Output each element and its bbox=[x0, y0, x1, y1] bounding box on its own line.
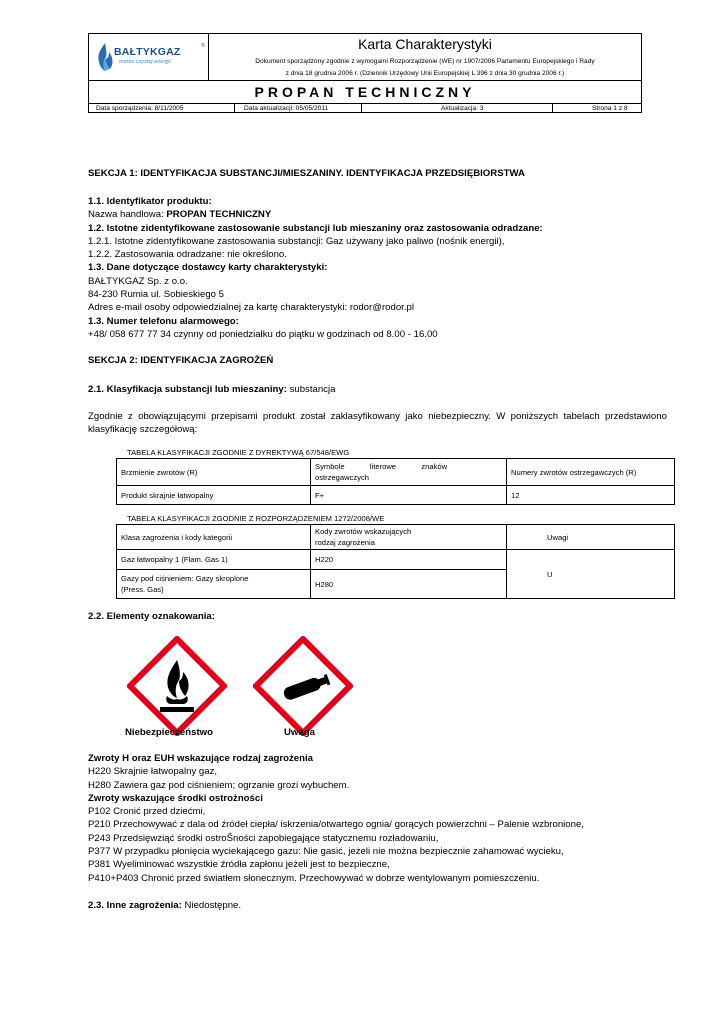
hazard-phrases bbox=[88, 752, 584, 885]
h-phrase: H280 Zawiera gaz pod ciśnieniem; ogrzanie grozi wybuchem. bbox=[88, 779, 350, 791]
classification-value: substancja bbox=[289, 384, 336, 395]
s1-line: 1.2.2. Zastosowania odradzane: nie określono. bbox=[88, 249, 287, 261]
classification-paragraph bbox=[88, 410, 667, 437]
s1-line: 1.1. Identyfikator produktu: bbox=[88, 196, 212, 207]
classification-line bbox=[88, 383, 335, 396]
h-heading: Zwroty H oraz EUH wskazujące rodzaj zagrożenia bbox=[88, 753, 313, 764]
classification-table-2 bbox=[116, 524, 675, 599]
table-cell: U bbox=[507, 550, 675, 599]
table-cell: Klasa zagrożenia i kody kategorii bbox=[117, 525, 311, 550]
gas-cylinder-pictogram-icon bbox=[253, 636, 353, 736]
table-cell: Uwagi bbox=[507, 525, 675, 550]
cell-line: rodzaj zagrożenia bbox=[315, 538, 375, 547]
cell-line: Symbole literowe znaków bbox=[315, 462, 448, 471]
trade-name-line bbox=[88, 208, 543, 221]
page-number: Strona 1 z 8 bbox=[592, 105, 628, 112]
table2-caption: TABELA KLASYFIKACJI ZGODNIE Z ROZPORZĄDZENIEM 1272/2008/WE bbox=[127, 514, 385, 523]
table-cell: F+ bbox=[311, 486, 507, 505]
table-row bbox=[117, 459, 675, 486]
table-cell: H220 bbox=[311, 550, 507, 570]
table-cell bbox=[311, 525, 507, 550]
logo-text: BAŁTYKGAZ bbox=[114, 46, 181, 58]
para-line: Zgodnie z obowiązującymi przepisami produkt został zaklasyfikowany jako niebezpieczny. W poniższych tabelach przedstawiono bbox=[88, 411, 667, 422]
labelling-heading: 2.2. Elementy oznakowania: bbox=[88, 611, 215, 622]
s1-line: Adres e-mail osoby odpowiedzialnej za kartę charakterystyki: rodor@rodor.pl bbox=[88, 302, 414, 314]
cell-line: (Press. Gas) bbox=[121, 585, 164, 594]
revision: Aktualizacja: 3 bbox=[441, 105, 484, 112]
regulation-line-2: z dnia 18 grudnia 2006 r. (Dziennik Urzędowy Unii Europejskiej L 396 z dnia 30 grudnia 2006 r.) bbox=[285, 70, 565, 77]
p-phrase: P210 Przechowywać z dala od źródeł ciepła/ iskrzenia/otwartego ognia/ gorących powierzchni – Palenie wzbronione, bbox=[88, 819, 584, 831]
table-cell: Brzmienie zwrotów (R) bbox=[117, 459, 311, 486]
table-cell: 12 bbox=[507, 486, 675, 505]
section1-heading: SEKCJA 1: IDENTYFIKACJA SUBSTANCJI/MIESZANINY. IDENTYFIKACJA PRZEDSIĘBIORSTWA bbox=[88, 168, 525, 179]
table-cell: Gaz łatwopalny 1 (Flam. Gas 1) bbox=[117, 550, 311, 570]
table-cell: Numery zwrotów ostrzegawczych (R) bbox=[507, 459, 675, 486]
cell-line: Gazy pod ciśnieniem: Gazy skroplone bbox=[121, 574, 249, 583]
s1-line: BAŁTYKGAZ Sp. z o.o. bbox=[88, 275, 188, 287]
pictogram-label-danger: Niebezpieczeństwo bbox=[125, 727, 213, 738]
header-meta-row bbox=[89, 104, 641, 113]
table-cell bbox=[311, 459, 507, 486]
table-cell: Produkt skrajnie łatwopalny bbox=[117, 486, 311, 505]
table-row bbox=[117, 550, 675, 570]
p-phrase: P410+P403 Chronić przed światłem słonecznym. Przechowywać w dobrze wentylowanym pomieszczeniu. bbox=[88, 872, 540, 884]
date-updated: Data aktualizacji: 05/05/2011 bbox=[244, 105, 329, 112]
company-logo bbox=[89, 34, 209, 80]
divider bbox=[552, 104, 553, 113]
section2-heading: SEKCJA 2: IDENTYFIKACJA ZAGROŻEŃ bbox=[88, 355, 274, 366]
classification-label: 2.1. Klasyfikacja substancji lub mieszaniny: bbox=[88, 384, 290, 395]
h-phrase: H220 Skrajnie łatwopalny gaz, bbox=[88, 766, 218, 778]
table-row bbox=[117, 525, 675, 550]
s1-line: 1.2.1. Istotne zidentyfikowane zastosowania substancji: Gaz używany jako paliwo (nośnik energii), bbox=[88, 235, 505, 247]
trade-name-value: PROPAN TECHNICZNY bbox=[166, 209, 272, 221]
para-line: klasyfikację szczegółową: bbox=[88, 424, 198, 436]
other-hazards-line bbox=[88, 899, 241, 912]
other-hazards-label: 2.3. Inne zagrożenia: bbox=[88, 900, 185, 911]
divider bbox=[234, 104, 235, 113]
p-heading: Zwroty wskazujące środki ostrożności bbox=[88, 792, 263, 804]
p-phrase: P102 Cronić przed dziećmi, bbox=[88, 806, 206, 818]
flame-pictogram-icon bbox=[127, 636, 227, 736]
trade-name-label: Nazwa handlowa: bbox=[88, 209, 167, 221]
s1-line: 1.3. Dane dotyczące dostawcy karty charakterystyki: bbox=[88, 262, 328, 274]
cell-line: Kody zwrotów wskazujących bbox=[315, 527, 412, 536]
document-title: Karta Charakterystyki bbox=[358, 36, 492, 52]
logo-tagline: morze czystej energii bbox=[119, 59, 171, 65]
s1-line: 84-230 Rumia ul. Sobieskiego 5 bbox=[88, 289, 224, 301]
p-phrase: P381 Wyeliminować wszystkie źródła zapłonu jeżeli jest to bezpieczne, bbox=[88, 859, 390, 871]
s1-line: +48/ 058 677 77 34 czynny od poniedziałku do piątku w godzinach od 8.00 - 16.00 bbox=[88, 328, 438, 340]
divider bbox=[361, 104, 362, 113]
section1-body bbox=[88, 195, 543, 341]
p-phrase: P377 W przypadku płonięcia wyciekającego gazu: Nie gasić, jeżeli nie można bezpiecznie zahamować wycieku, bbox=[88, 846, 564, 858]
flame-logo-icon bbox=[94, 42, 116, 72]
classification-table-1 bbox=[116, 458, 675, 505]
registered-mark: ® bbox=[201, 43, 205, 49]
pictogram-label-warning: Uwaga bbox=[284, 727, 315, 738]
regulation-line-1: Dokument sporządzony zgodnie z wymogami Rozporządzenie (WE) nr 1907/2006 Parlamentu Europejskiego i Rady bbox=[255, 58, 595, 65]
table-cell bbox=[117, 570, 311, 599]
product-name: PROPAN TECHNICZNY bbox=[89, 80, 641, 104]
table-cell: H280 bbox=[311, 570, 507, 599]
p-phrase: P243 Przedsięwziąć środki ostroŜności zapobiegające statycznemu rozładowaniu, bbox=[88, 832, 439, 844]
document-header bbox=[88, 33, 642, 113]
other-hazards-value: Niedostępne. bbox=[184, 900, 242, 911]
date-created: Data sporządzenia: 8/11/2005 bbox=[96, 105, 184, 112]
table-row bbox=[117, 486, 675, 505]
header-title-block bbox=[209, 34, 641, 80]
cell-line: ostrzegawczych bbox=[315, 473, 370, 482]
s1-line: 1.2. Istotne zidentyfikowane zastosowanie substancji lub mieszaniny oraz zastosowania odradzane: bbox=[88, 222, 543, 234]
s1-line: 1.3. Numer telefonu alarmowego: bbox=[88, 315, 239, 327]
table1-caption: TABELA KLASYFIKACJI ZGODNIE Z DYREKTYWĄ 67/548/EWG bbox=[127, 448, 350, 457]
